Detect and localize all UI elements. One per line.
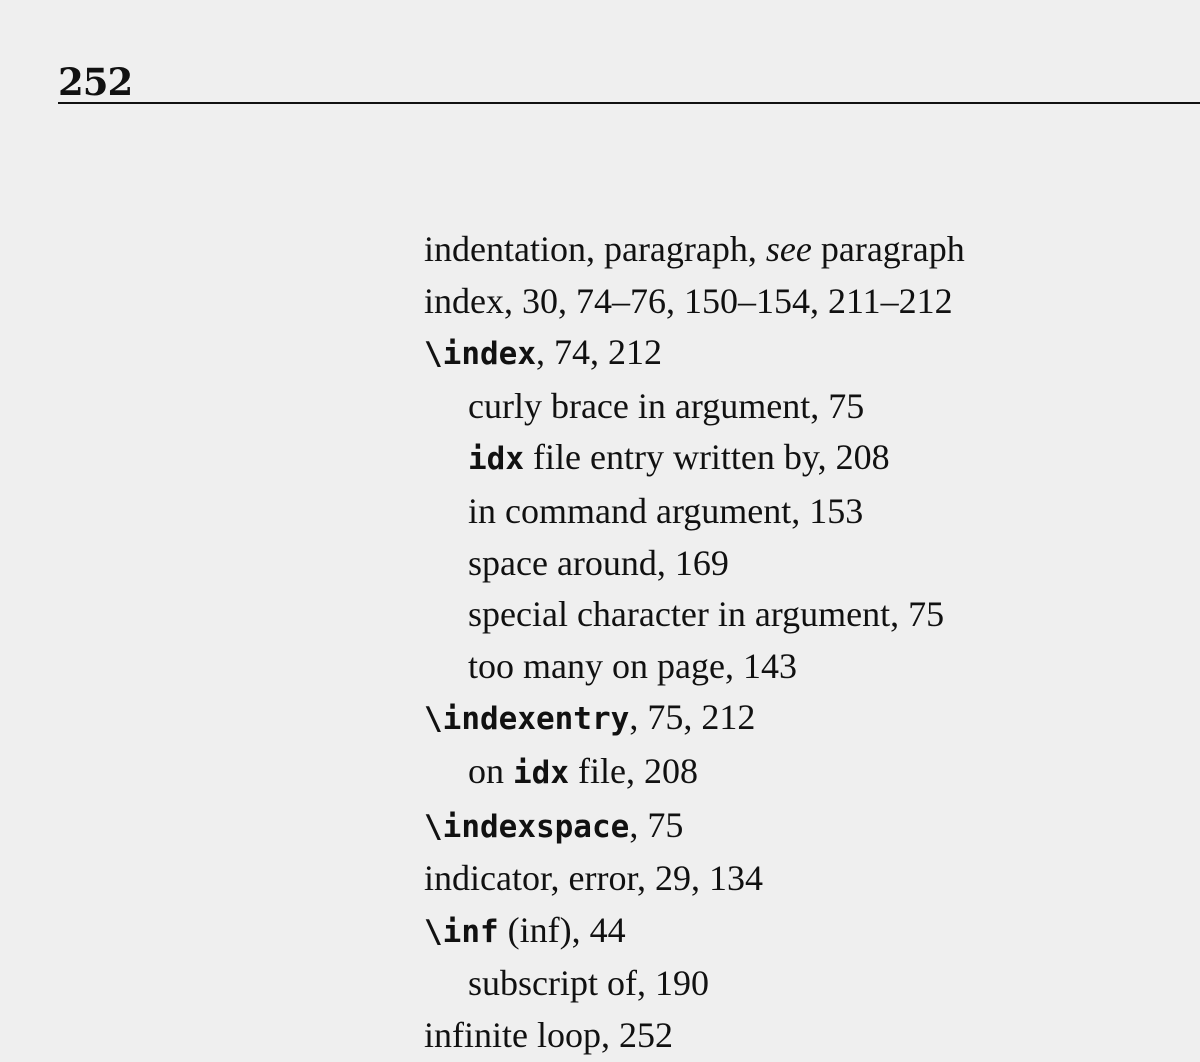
entry-text: infinite loop, 252 — [424, 1014, 673, 1055]
entry-text: file, 208 — [569, 750, 698, 791]
entry-text: , 74, 212 — [535, 332, 662, 373]
page-number: 252 — [58, 60, 133, 104]
index-subentry — [424, 958, 1184, 1010]
index-subentry — [424, 641, 1184, 693]
entry-text: subscript of, 190 — [468, 963, 709, 1004]
header-rule — [58, 102, 1200, 104]
see-reference: see — [765, 229, 812, 269]
index-subentry — [424, 486, 1184, 538]
entry-text: space around, 169 — [468, 542, 729, 583]
entry-text: , 75, 212 — [629, 697, 756, 738]
entry-text: curly brace in argument, 75 — [468, 385, 865, 426]
index-subentry — [424, 432, 1184, 486]
command-name: idx — [513, 754, 569, 791]
index-entry — [424, 276, 1184, 328]
index-entry — [424, 692, 1184, 746]
entry-text: index, 30, 74–76, 150–154, 211–212 — [424, 280, 953, 321]
index-entry — [424, 800, 1184, 854]
entry-text: , 75 — [629, 804, 684, 845]
command-name: idx — [468, 441, 524, 478]
command-name: \inf — [424, 913, 499, 950]
entry-text: special character in argument, 75 — [468, 594, 945, 635]
index-subentry — [424, 589, 1184, 641]
entry-text: on — [468, 750, 513, 791]
index-subentry — [424, 746, 1184, 800]
entry-text: indentation, paragraph, — [424, 229, 766, 269]
entry-text: paragraph — [811, 229, 965, 269]
entry-text: file entry written by, 208 — [524, 437, 890, 478]
index-subentry — [424, 381, 1184, 433]
index-list — [424, 224, 1184, 1062]
index-entry — [424, 224, 1184, 276]
index-entry — [424, 327, 1184, 381]
command-name: \indexentry — [424, 701, 630, 738]
index-subentry — [424, 538, 1184, 590]
command-name: \index — [424, 336, 536, 373]
entry-text: too many on page, 143 — [468, 645, 797, 686]
command-name: \indexspace — [424, 808, 630, 845]
entry-text: in command argument, 153 — [468, 490, 864, 531]
entry-text: (inf), 44 — [498, 909, 626, 950]
index-entry — [424, 853, 1184, 905]
entry-text: indicator, error, 29, 134 — [424, 858, 764, 899]
index-entry — [424, 905, 1184, 959]
index-entry — [424, 1010, 1184, 1062]
